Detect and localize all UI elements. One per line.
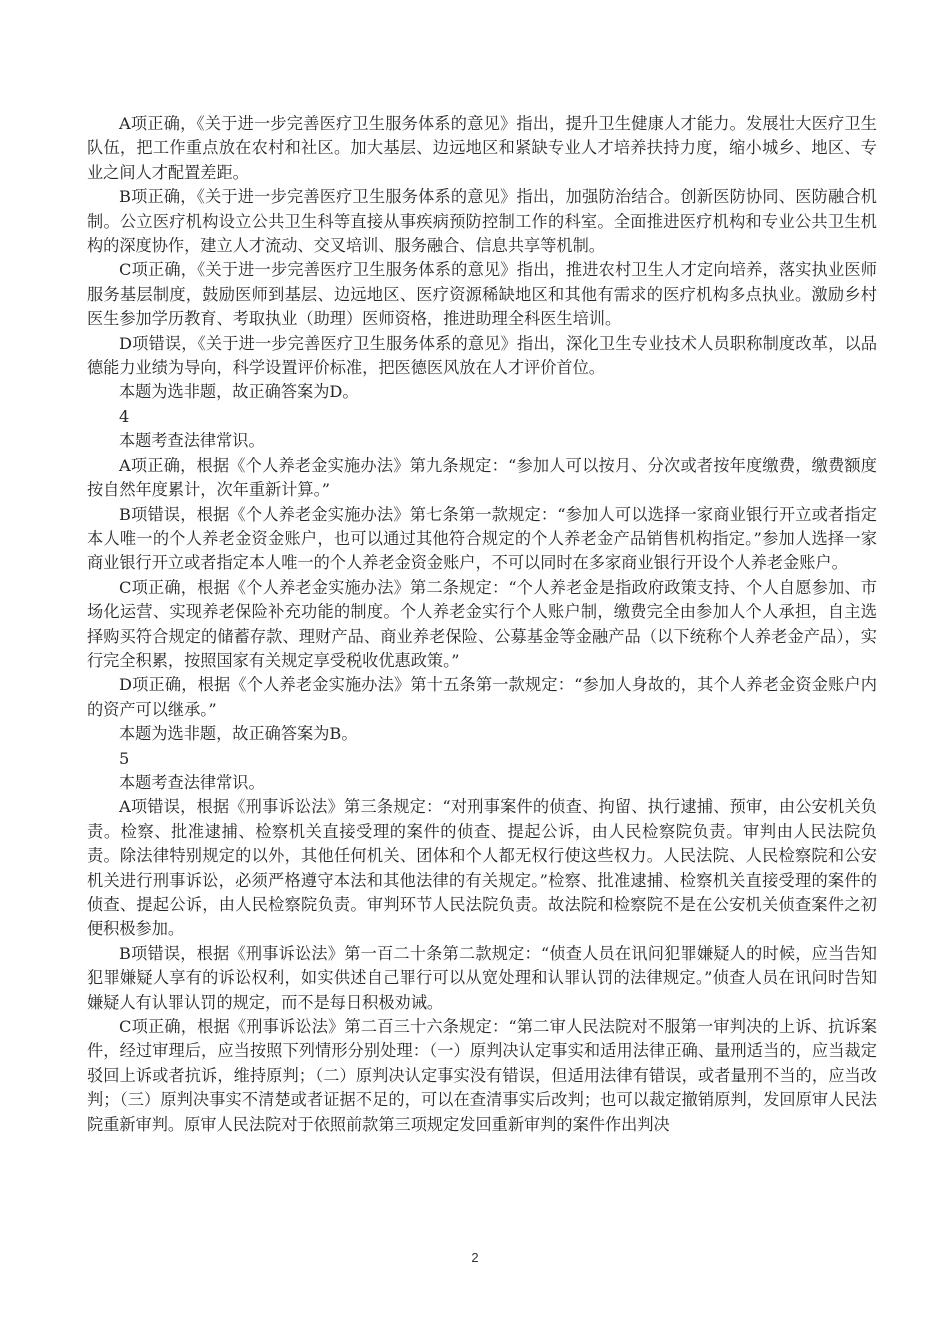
paragraph: B项错误，根据《刑事诉讼法》第一百二十条第二款规定：“侦查人员在讯问犯罪嫌疑人的时候，应当告知犯罪嫌疑人享有的诉讼权利，如实供述自己罪行可以从宽处理和认罪认罚的法律规定。”侦查人员在讯问时告知嫌疑人有认罪认罚的规定，而不是每日积极劝诫。	[87, 943, 877, 1012]
page-number: 2	[471, 1250, 479, 1265]
answer-line: 本题为选非题，故正确答案为B。	[119, 724, 358, 744]
paragraph: C项正确，根据《个人养老金实施办法》第二条规定：“个人养老金是指政府政策支持、个人自愿参加、市场化运营、实现养老保险补充功能的制度。个人养老金实行个人账户制，缴费完全由参加人个人承担，自主选择购买符合规定的储蓄存款、理财产品、商业养老保险、公募基金等金融产品（以下统称个人养老金产品），实行完全积累，按照国家有关规定享受税收优惠政策。”	[87, 577, 877, 670]
paragraph: A项错误，根据《刑事诉讼法》第三条规定：“对刑事案件的侦查、拘留、执行逮捕、预审，由公安机关负责。检察、批准逮捕、检察机关直接受理的案件的侦查、提起公诉，由人民检察院负责。审判由人民法院负责。除法律特别规定的以外，其他任何机关、团体和个人都无权行使这些权力。人民法院、人民检察院和公安机关进行刑事诉讼，必须严格遵守本法和其他法律的有关规定。”检察、批准逮捕、检察机关直接受理的案件的侦查、提起公诉，由人民检察院负责。审判环节人民法院负责。故法院和检察院不是在公安机关侦查案件之初便积极参加。	[87, 797, 877, 939]
paragraph: A项正确，《关于进一步完善医疗卫生服务体系的意见》指出，提升卫生健康人才能力。发展壮大医疗卫生队伍，把工作重点放在农村和社区。加大基层、边远地区和紧缺专业人才培养扶持力度，缩小城乡、地区、专业之间人才配置差距。	[87, 114, 877, 182]
topic-line: 本题考查法律常识。	[119, 772, 265, 792]
paragraph: D项正确，根据《个人养老金实施办法》第十五条第一款规定：“参加人身故的，其个人养老金资金账户内的资产可以继承。”	[87, 675, 877, 719]
paragraph: B项错误，根据《个人养老金实施办法》第七条第一款规定：“参加人可以选择一家商业银行开立或者指定本人唯一的个人养老金资金账户，也可以通过其他符合规定的个人养老金产品销售机构指定。”参加人选择一家商业银行开立或者指定本人唯一的个人养老金资金账户，不可以同时在多家商业银行开设个人养老金账户。	[87, 504, 878, 573]
document-body	[87, 112, 877, 1137]
paragraph: A项正确，根据《个人养老金实施办法》第九条规定：“参加人可以按月、分次或者按年度缴费，缴费额度按自然年度累计，次年重新计算。”	[87, 455, 877, 500]
question-number: 5	[119, 748, 130, 768]
paragraph: B项正确，《关于进一步完善医疗卫生服务体系的意见》指出，加强防治结合。创新医防协同、医防融合机制。公立医疗机构设立公共卫生科等直接从事疾病预防控制工作的科室。全面推进医疗机构和专业公共卫生机构的深度协作，建立人才流动、交叉培训、服务融合、信息共享等机制。	[87, 187, 877, 256]
answer-line: 本题为选非题，故正确答案为D。	[119, 382, 359, 402]
topic-line: 本题考查法律常识。	[119, 431, 265, 451]
question-number: 4	[119, 406, 130, 426]
paragraph: C项正确，《关于进一步完善医疗卫生服务体系的意见》指出，推进农村卫生人才定向培养，落实执业医师服务基层制度，鼓励医师到基层、边远地区、医疗资源稀缺地区和其他有需求的医疗机构多点执业。激励乡村医生参加学历教育、考取执业（助理）医师资格，推进助理全科医生培训。	[87, 260, 877, 329]
paragraph: D项错误，《关于进一步完善医疗卫生服务体系的意见》指出，深化卫生专业技术人员职称制度改革，以品德能力业绩为导向，科学设置评价标准，把医德医风放在人才评价首位。	[87, 333, 877, 378]
paragraph: C项正确，根据《刑事诉讼法》第二百三十六条规定：“第二审人民法院对不服第一审判决的上诉、抗诉案件，经过审理后，应当按照下列情形分别处理：（一）原判决认定事实和适用法律正确、量刑适当的，应当裁定驳回上诉或者抗诉，维持原判；（二）原判决认定事实没有错误，但适用法律有错误，或者量刑不当的，应当改判；（三）原判决事实不清楚或者证据不足的，可以在查清事实后改判；也可以裁定撤销原判，发回原审人民法院重新审判。原审人民法院对于依照前款第三项规定发回重新审判的案件作出判决	[87, 1017, 877, 1134]
